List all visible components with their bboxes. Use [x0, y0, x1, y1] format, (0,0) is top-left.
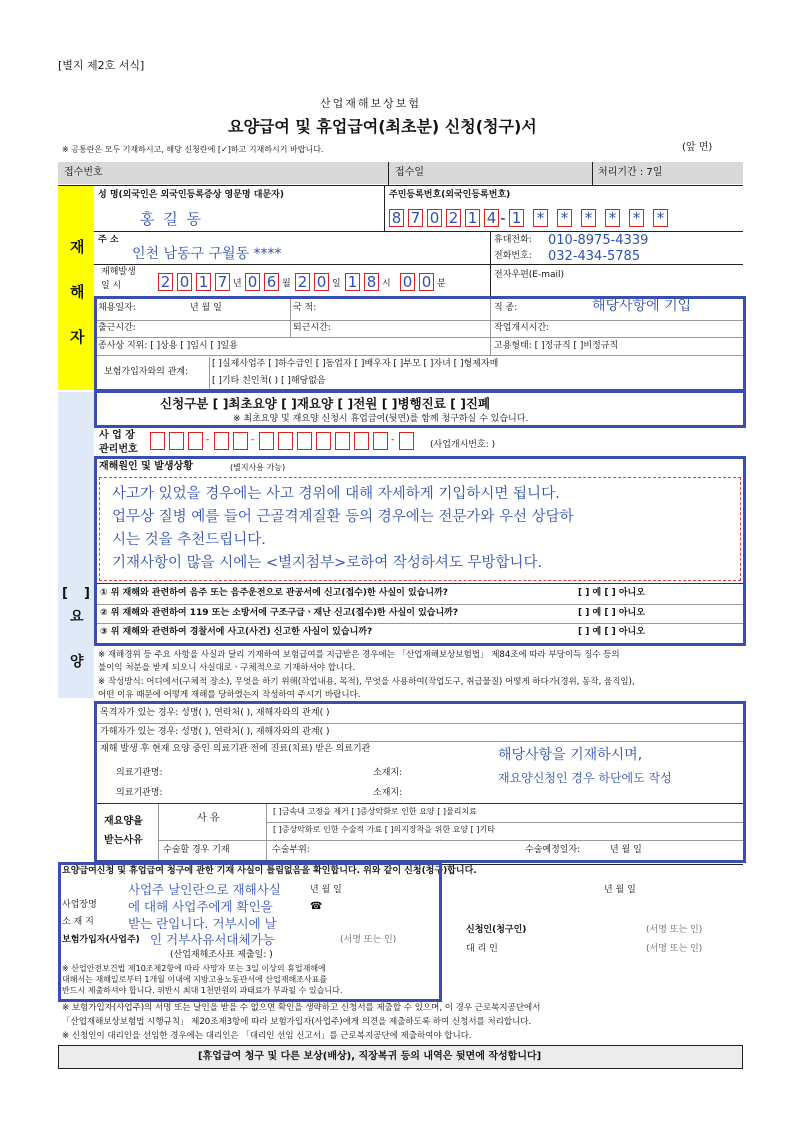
employer-hint-1: 사업주 날인란으로 재해사실: [128, 882, 281, 897]
day-digit: 0: [316, 273, 327, 291]
year-digit: 0: [179, 273, 190, 291]
victim-char-3: 자: [70, 328, 85, 346]
confirmation-header: 요양급여신청 및 휴업급여 청구에 관한 기재 사실이 틀림없음을 확인합니다. 위와 같이 신청(청구)합니다.: [62, 866, 477, 876]
address-value: 인천 남동구 구월동 ****: [132, 246, 282, 262]
surgery-date-units: 년 월 일: [610, 845, 642, 855]
cause-label: 재해원인 및 발생상황: [99, 461, 193, 472]
location-label-2: 소재지:: [373, 788, 403, 798]
answer-1[interactable]: [ ] 예 [ ] 아니오: [578, 588, 645, 598]
end-time-label: 퇴근시간:: [293, 323, 331, 333]
reason-label: 사 유: [197, 813, 220, 824]
treatment-line: 재해 발생 후 현재 요양 중인 의료기관 전에 진료(치료) 받은 의료기관: [100, 744, 371, 754]
business-name-label: 사업장명: [62, 900, 97, 910]
rrn-digit: *: [536, 209, 545, 227]
accident-label-2: 일 시: [101, 281, 122, 291]
month-digit: 0: [247, 273, 258, 291]
address-label: 주 소: [98, 235, 119, 245]
perpetrator-line: 가해자가 있는 경우: 성명( ), 연락처( ), 재해자와의 관계( ): [100, 727, 330, 737]
name-label: 성 명(외국인은 외국인등록증상 영문명 대문자): [98, 190, 284, 200]
nationality-label: 국 적:: [293, 303, 317, 313]
employment-hint: 해당사항에 기입: [592, 298, 692, 314]
rrn-digit: *: [656, 209, 665, 227]
application-note: ※ 최초요양 및 재요양 신청시 휴업급여(뒷면)를 함께 청구하실 수 있습니다.: [233, 414, 529, 424]
cause-label-note: (별지사용 가능): [230, 463, 286, 472]
bottom-note: 반드시 제출하셔야 합니다. 위반시 최대 1천만원의 과태료가 부과될 수 있습니다.: [62, 986, 343, 995]
question-2: ② 위 재해와 관련하여 119 또는 소방서에 구조구급ㆍ재난 신고(접수)한 사실이 있습니까?: [100, 608, 459, 618]
page-side: (앞 면): [682, 142, 713, 153]
phone-icon: ☎: [310, 901, 323, 912]
rrn-digit: 2: [448, 209, 459, 227]
phone-value: 032-434-5785: [548, 249, 641, 264]
cause-guide-4: 기재사항이 많을 시에는 <별지첨부>로하여 작성하셔도 무방합니다.: [112, 555, 543, 571]
witness-hint-1: 해당사항을 기재하시며,: [498, 747, 643, 763]
agent-sign: (서명 또는 인): [646, 944, 703, 954]
applicant-sign: (서명 또는 인): [646, 925, 703, 935]
reapply-label-2: 받는사유: [104, 835, 143, 846]
employment-type-options: 고용형태: [ ]정규직 [ ]비정규직: [494, 341, 619, 351]
rrn-digit: *: [632, 209, 641, 227]
position-options: 종사상 지위: [ ]상용 [ ]임시 [ ]일용: [98, 341, 238, 351]
employer-date-units: 년 월 일: [310, 885, 342, 895]
relation-options-1: [ ]실제사업주 [ ]하수급인 [ ]동업자 [ ]배우자 [ ]부모 [ ]자녀 [ ]형제자매: [212, 359, 499, 369]
email-label: 전자우편(E-mail): [494, 270, 565, 280]
rrn-digit: *: [560, 209, 569, 227]
mobile-value: 010-8975-4339: [548, 233, 649, 248]
survey-note: (산업재해조사표 제출일: ): [170, 950, 273, 960]
surgery-date: 수술예정일자:: [525, 845, 581, 855]
rrn-digit: 7: [410, 209, 421, 227]
rrn-digit: *: [584, 209, 593, 227]
bottom-note: 「산업재해보상보험법 시행규칙」 제20조제3항에 따라 보험가입자(사업주)에게 의견을 제출하도록 하여 신청서를 처리합니다.: [62, 1017, 532, 1027]
minute-digit: 0: [402, 273, 413, 291]
question-3: ③ 위 재해와 관련하여 경찰서에 사고(사건) 신고한 사실이 있습니까?: [100, 627, 373, 637]
instruction: ※ 공통란은 모두 기재하시고, 해당 신청란에 [✓]하고 기재하시기 바랍니다.: [62, 145, 324, 154]
hour-digit: 8: [366, 273, 377, 291]
rrn-field: [389, 209, 689, 229]
answer-2[interactable]: [ ] 예 [ ] 아니오: [578, 608, 645, 618]
rrn-dash: -: [500, 209, 506, 227]
employer-sign: (서명 또는 인): [340, 935, 397, 945]
page-title: 요양급여 및 휴업급여(최초분) 신청(청구)서: [228, 117, 537, 136]
witness-hint-2: 재요양신청인 경우 하단에도 작성: [498, 771, 672, 785]
question-1: ① 위 재해와 관련하여 음주 또는 음주운전으로 관공서에 신고(접수)한 사실이 있습니까?: [100, 588, 448, 598]
note-line: ※ 작성방식: 어디에서(구체적 장소), 무엇을 하기 위해(작업내용, 목적), 무엇을 사용하여(작업도구, 취급물질) 어떻게 하다가(경위, 동작, 움직임),: [98, 677, 635, 687]
care-char-2: 양: [70, 654, 84, 670]
cause-guide-1: 사고가 있었을 경우에는 사고 경위에 대해 자세하게 기입하시면 됩니다.: [112, 486, 560, 502]
hire-date-units: 년 월 일: [190, 303, 222, 313]
month-digit: 6: [266, 273, 277, 291]
hospital-label-2: 의료기관명:: [116, 788, 163, 798]
care-char-1: 요: [70, 609, 84, 625]
surgery-part: 수술부위:: [272, 845, 310, 855]
bottom-note: ※ 산업안전보건법 제10조제2항에 따라 사망자 또는 3일 이상의 휴업재해에: [62, 964, 326, 973]
rrn-digit: *: [608, 209, 617, 227]
year-digit: 2: [160, 273, 171, 291]
bottom-note: ※ 신청인이 대리인을 선임한 경우에는 대리인은 「대리인 선임 신고서」를 근로복지공단에 제출하여야 합니다.: [62, 1031, 472, 1041]
hire-date-label: 채용일자:: [98, 303, 136, 313]
business-location-label: 소 재 지: [62, 917, 94, 927]
workplace-label-2: 관리번호: [99, 444, 138, 455]
rrn-label: 주민등록번호(외국인등록번호): [389, 190, 511, 200]
minute-digit: 0: [421, 273, 432, 291]
relation-options-2: [ ]기타 친인척( ) [ ]해당없음: [212, 376, 326, 386]
employer-hint-3: 받는 란입니다. 거부시에 날: [128, 916, 277, 931]
hour-digit: 1: [347, 273, 358, 291]
note-line: ※ 재해경위 등 주요 사항을 사실과 달리 기재하여 보험급여를 지급받은 경우에는 「산업재해보상보험법」 제84조에 따라 부당이득 징수 등의: [98, 650, 620, 660]
reapply-label-1: 재요양을: [104, 816, 143, 827]
receipt-date-label: 접수일: [395, 167, 424, 178]
year-digit: 7: [217, 273, 228, 291]
victim-char-1: 재: [70, 238, 85, 256]
note-line: 불이익 처분을 받게 되오니 사실대로ㆍ구체적으로 기재하셔야 합니다.: [98, 663, 356, 673]
workplace-number-field: - - -: [150, 432, 420, 454]
work-start-label: 작업개시시간:: [494, 323, 550, 333]
reason-options-2[interactable]: [ ]증상악화로 인한 수술적 가료 [ ]의지장착을 위한 요양 [ ]기타: [273, 825, 495, 834]
bottom-note: 대해서는 재해일로부터 1개월 이내에 지방고용노동관서에 산업재해조사표를: [62, 975, 328, 984]
accident-label-1: 재해발생: [101, 267, 136, 277]
rrn-digit: 1: [467, 209, 478, 227]
care-bracket-open: [: [62, 586, 68, 601]
rrn-digit: 8: [391, 209, 402, 227]
employer-hint-4: 인 거부사유서대체가능: [150, 932, 275, 947]
processing-period: 처리기간 : 7일: [598, 167, 663, 178]
day-digit: 2: [297, 273, 308, 291]
bottom-note: ※ 보험가입자(사업주)의 서명 또는 날인을 받을 수 없으면 확인을 생략하고 신청서를 제출할 수 있으며, 이 경우 근로복지공단에서: [62, 1003, 541, 1013]
cause-guide-3: 시는 것을 추천드립니다.: [112, 532, 266, 548]
job-label: 직 종:: [494, 303, 518, 313]
unit-hour: 시: [382, 279, 391, 289]
application-type: 신청구분 [ ]최초요양 [ ]재요양 [ ]전원 [ ]병행진료 [ ]진폐: [160, 396, 491, 411]
cause-guide-2: 업무상 질병 예를 들어 근골격계질환 등의 경우에는 전문가와 우선 상담하: [112, 509, 574, 525]
relation-label: 보험가입자와의 관계:: [104, 367, 189, 377]
receipt-number-label: 접수번호: [64, 167, 103, 178]
insured-label: 보험가입자(사업주): [62, 935, 140, 945]
accident-datetime: [158, 273, 488, 293]
rrn-digit: 1: [511, 209, 522, 227]
applicant-date-units: 년 월 일: [604, 885, 636, 895]
care-sidebar: [58, 392, 94, 698]
mobile-label: 휴대전화:: [494, 235, 532, 245]
workplace-label-1: 사 업 장: [99, 430, 135, 441]
witness-line: 목격자가 있는 경우: 성명( ), 연락처( ), 재해자와의 관계( ): [100, 708, 330, 718]
applicant-label: 신청인(청구인): [466, 925, 527, 935]
answer-3[interactable]: [ ] 예 [ ] 아니오: [578, 627, 645, 637]
employer-hint-2: 에 대해 사업주에게 확인을: [128, 899, 273, 914]
start-time-label: 출근시간:: [98, 323, 136, 333]
agent-label: 대 리 인: [466, 944, 498, 954]
name-value: 홍 길 동: [140, 210, 204, 228]
hospital-label: 의료기관명:: [116, 768, 163, 778]
unit-day: 일: [332, 279, 341, 289]
surgery-label: 수술할 경우 기재: [163, 845, 230, 855]
agency-name: 산업재해보상보험: [320, 97, 422, 110]
unit-minute: 분: [437, 279, 446, 289]
rrn-digit: 0: [429, 209, 440, 227]
business-start-number: (사업개시번호: ): [430, 440, 496, 450]
phone-label: 전화번호:: [494, 251, 532, 261]
reason-options-1[interactable]: [ ]금속내 고정을 제거 [ ]증상악화로 인한 요양 [ ]물리치료: [273, 807, 477, 816]
victim-char-2: 해: [70, 283, 85, 301]
note-line: 어떤 이유 때문에 어떻게 재해를 당하였는지 작성하여 주시기 바랍니다.: [98, 690, 361, 700]
rrn-digit: 4: [486, 209, 497, 227]
unit-month: 월: [282, 279, 291, 289]
care-bracket-close: ]: [84, 586, 90, 601]
unit-year: 년: [233, 279, 242, 289]
form-number: [별지 제2호 서식]: [58, 59, 145, 72]
location-label: 소재지:: [373, 768, 403, 778]
footer-note: [휴업급여 청구 및 다른 보상(배상), 직장복귀 등의 내역은 뒷면에 작성합니다]: [198, 1051, 542, 1062]
year-digit: 1: [198, 273, 209, 291]
